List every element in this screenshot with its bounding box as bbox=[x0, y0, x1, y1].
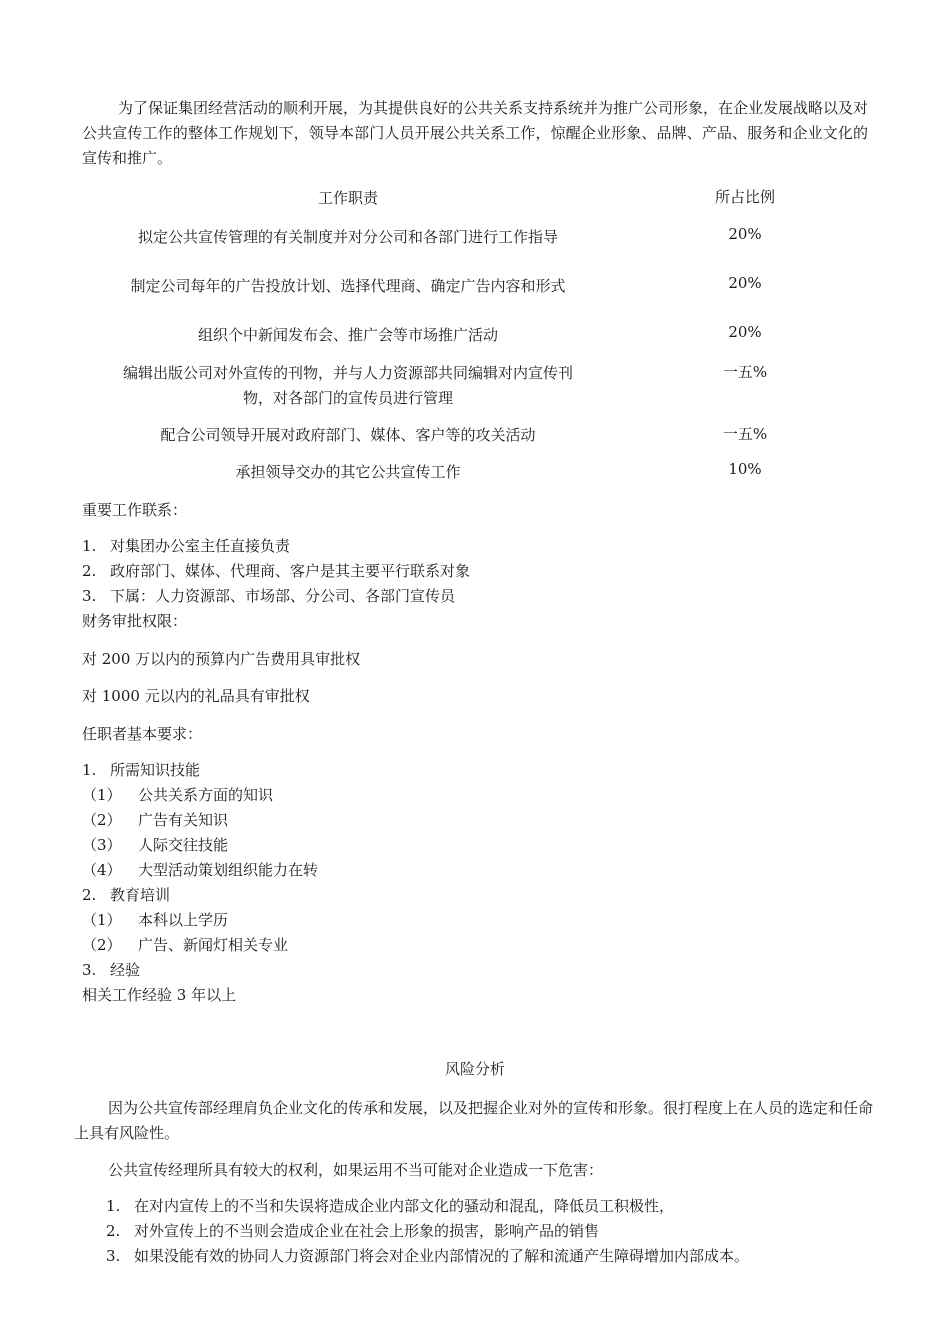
section-title: 经验 bbox=[110, 961, 141, 979]
requirements-item bbox=[82, 834, 228, 855]
requirements-item bbox=[82, 809, 228, 830]
section-number: 3. bbox=[82, 961, 97, 979]
item-number: （1） bbox=[82, 786, 122, 804]
requirements-item bbox=[82, 934, 288, 955]
item-text: 广告、新闻灯相关专业 bbox=[138, 936, 289, 954]
finance-title: 财务审批权限： bbox=[82, 612, 188, 630]
table-row-task-line2: 物，对各部门的宣传员进行管理 bbox=[242, 389, 453, 407]
item-number: （4） bbox=[82, 861, 122, 879]
table-row-task: 拟定公共宣传管理的有关制度并对分公司和各部门进行工作指导 bbox=[137, 228, 558, 246]
table-row-task-line1: 编辑出版公司对外宣传的刊物，并与人力资源部共同编辑对内宣传刊 bbox=[122, 364, 573, 382]
table-row-task: 配合公司领导开展对政府部门、媒体、客户等的攻关活动 bbox=[160, 426, 536, 444]
item-number: 3. bbox=[106, 1247, 121, 1265]
requirements-section bbox=[82, 959, 140, 980]
item-text: 大型活动策划组织能力在转 bbox=[138, 861, 319, 879]
requirements-item bbox=[82, 859, 318, 880]
risk-paragraph: 因为公共宣传部经理肩负企业文化的传承和发展，以及把握企业对外的宣传和形象。很打程度上在人员的选定和任命上具有风险性。 bbox=[74, 1099, 874, 1142]
table-row-task: 承担领导交办的其它公共宣传工作 bbox=[235, 463, 461, 481]
table-header-task: 工作职责 bbox=[317, 189, 378, 207]
risk-title: 风险分析 bbox=[444, 1060, 505, 1078]
item-number: 2. bbox=[82, 562, 97, 580]
section-title: 所需知识技能 bbox=[110, 761, 201, 779]
table-header-pct: 所占比例 bbox=[714, 188, 775, 206]
table-row-pct: 一五% bbox=[722, 363, 768, 381]
item-text: 人际交往技能 bbox=[138, 836, 229, 854]
requirements-item bbox=[82, 909, 228, 930]
requirements-title: 任职者基本要求： bbox=[82, 725, 203, 743]
item-text: 下属：人力资源部、市场部、分公司、各部门宣传员 bbox=[110, 587, 456, 605]
item-text: 对外宣传上的不当则会造成企业在社会上形象的损害，影响产品的销售 bbox=[134, 1222, 600, 1240]
requirements-section bbox=[82, 884, 170, 905]
table-row-pct: 20% bbox=[728, 225, 762, 243]
item-text: 公共关系方面的知识 bbox=[138, 786, 274, 804]
item-number: 1. bbox=[106, 1197, 121, 1215]
finance-item: 对 200 万以内的预算内广告费用具审批权 bbox=[82, 650, 361, 668]
item-text: 广告有关知识 bbox=[138, 811, 229, 829]
item-number: （2） bbox=[82, 811, 122, 829]
item-text: 如果没能有效的协同人力资源部门将会对企业内部情况的了解和流通产生障碍增加内部成本。 bbox=[134, 1247, 750, 1265]
item-number: 2. bbox=[106, 1222, 121, 1240]
item-text: 对集团办公室主任直接负责 bbox=[110, 537, 291, 555]
relations-item bbox=[82, 535, 290, 556]
risk-item bbox=[106, 1220, 599, 1241]
table-row-task: 组织个中新闻发布会、推广会等市场推广活动 bbox=[197, 326, 498, 344]
table-row-task: 制定公司每年的广告投放计划、选择代理商、确定广告内容和形式 bbox=[130, 277, 566, 295]
item-text: 政府部门、媒体、代理商、客户是其主要平行联系对象 bbox=[110, 562, 471, 580]
relations-item bbox=[82, 585, 455, 606]
intro-paragraph: 为了保证集团经营活动的顺利开展，为其提供良好的公共关系支持系统并为推广公司形象，在企业发展战略以及对公共宣传工作的整体工作规划下，领导本部门人员开展公共关系工作，惊醒企业形象、品牌、产品、服务和企业文化的宣传和推广。 bbox=[82, 99, 869, 167]
table-row-pct: 一五% bbox=[722, 425, 768, 443]
section-number: 2. bbox=[82, 886, 97, 904]
relations-item bbox=[82, 560, 470, 581]
finance-item: 对 1000 元以内的礼品具有审批权 bbox=[82, 687, 310, 705]
section-title: 教育培训 bbox=[110, 886, 171, 904]
risk-item bbox=[106, 1195, 674, 1216]
table-row-pct: 20% bbox=[728, 274, 762, 292]
risk-item bbox=[106, 1245, 749, 1266]
requirements-section bbox=[82, 759, 200, 780]
requirements-item bbox=[82, 784, 273, 805]
item-number: 1. bbox=[82, 537, 97, 555]
section-number: 1. bbox=[82, 761, 97, 779]
requirements-experience: 相关工作经验 3 年以上 bbox=[82, 986, 237, 1004]
item-text: 本科以上学历 bbox=[138, 911, 229, 929]
relations-title: 重要工作联系： bbox=[82, 501, 188, 519]
risk-paragraph: 公共宣传经理所具有较大的权利，如果运用不当可能对企业造成一下危害： bbox=[108, 1161, 604, 1179]
item-text: 在对内宣传上的不当和失误将造成企业内部文化的骚动和混乱，降低员工积极性， bbox=[134, 1197, 675, 1215]
item-number: 3. bbox=[82, 587, 97, 605]
item-number: （3） bbox=[82, 836, 122, 854]
table-row-pct: 20% bbox=[728, 323, 762, 341]
item-number: （1） bbox=[82, 911, 122, 929]
item-number: （2） bbox=[82, 936, 122, 954]
table-row-pct: 10% bbox=[728, 460, 762, 478]
